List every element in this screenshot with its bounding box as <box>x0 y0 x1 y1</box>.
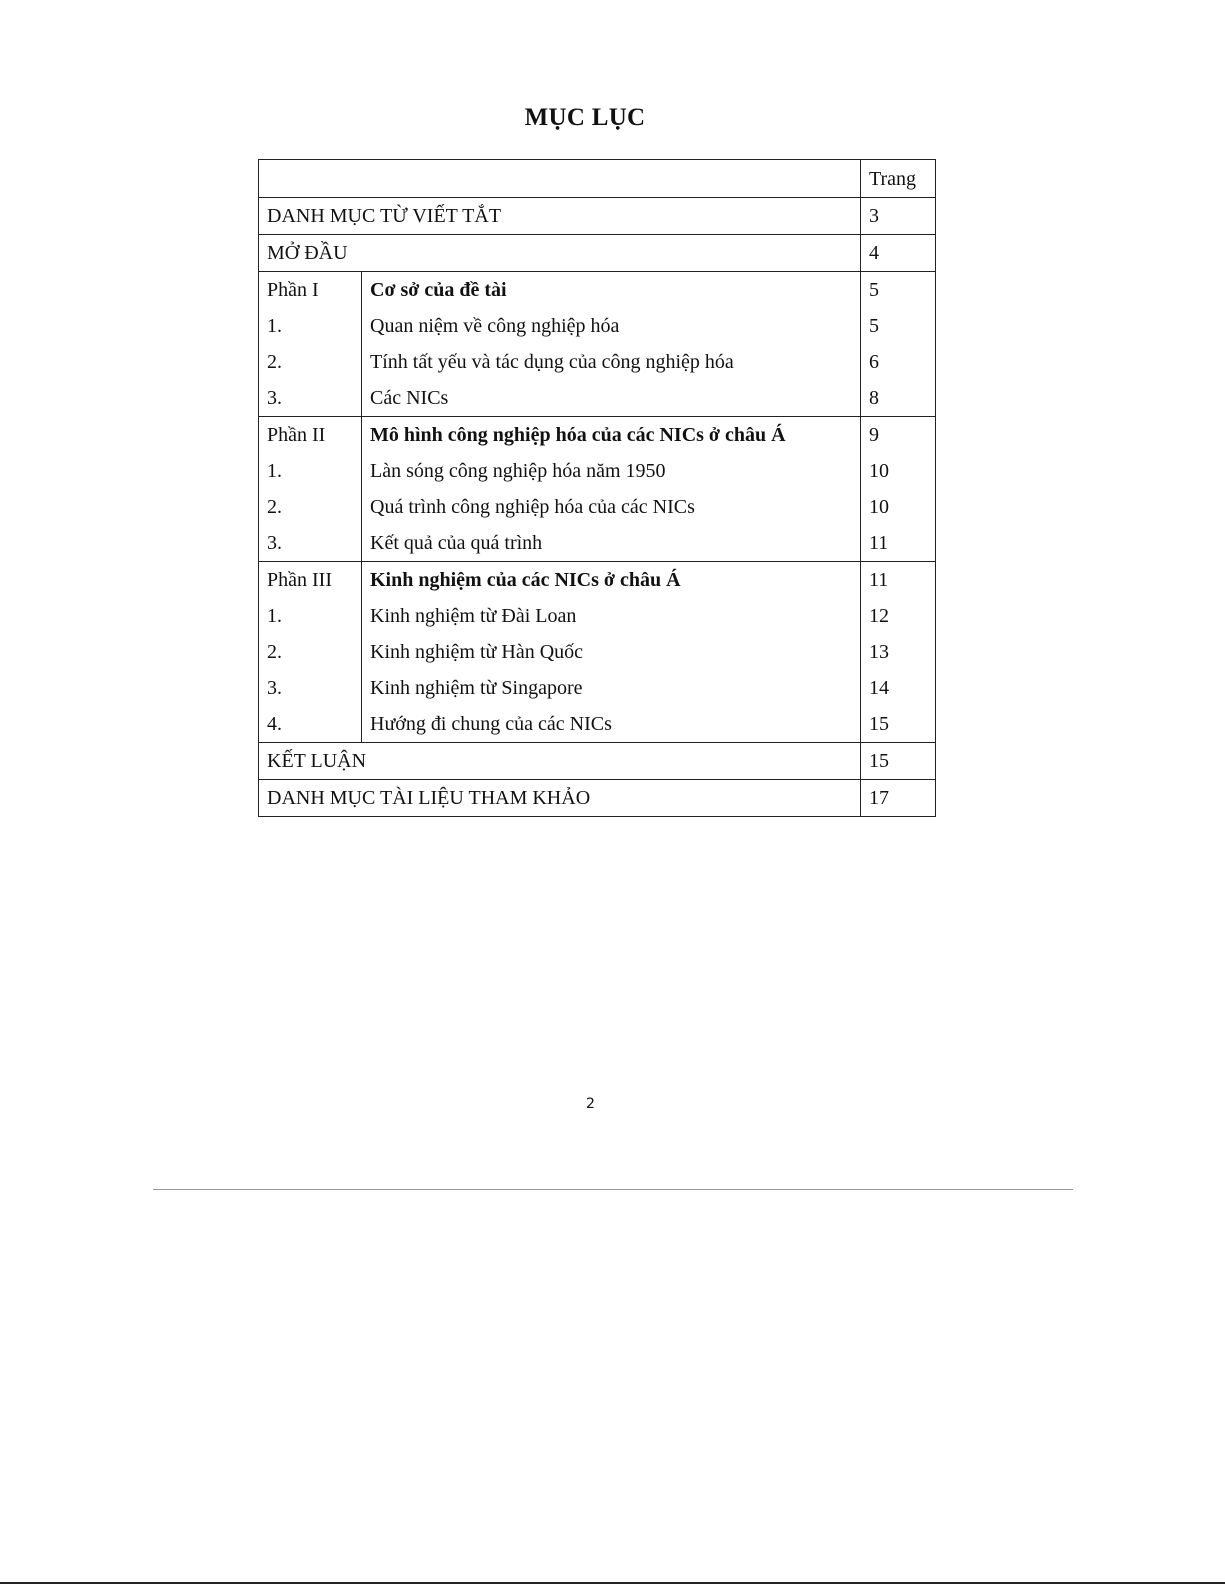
page-column-header: Trang <box>861 160 936 198</box>
toc-row-item[interactable] <box>259 453 936 489</box>
toc-row-item[interactable] <box>259 670 936 706</box>
toc-row-item[interactable] <box>259 380 936 417</box>
item-page: 13 <box>861 634 936 670</box>
toc-row-part-1[interactable] <box>259 272 936 309</box>
item-number: 2. <box>267 496 282 518</box>
toc-row-item[interactable] <box>259 706 936 743</box>
item-number: 2. <box>267 351 282 373</box>
toc-row-references[interactable] <box>259 780 936 817</box>
item-text: Tính tất yếu và tác dụng của công nghiệp hóa <box>362 344 861 380</box>
toc-row-part-3[interactable] <box>259 562 936 599</box>
item-number: 3. <box>267 387 282 409</box>
item-number: 2. <box>267 641 282 663</box>
toc-row-item[interactable] <box>259 344 936 380</box>
part-page: 9 <box>861 417 936 454</box>
item-page: 12 <box>861 598 936 634</box>
item-page: 10 <box>861 489 936 525</box>
part-title: Mô hình công nghiệp hóa của các NICs ở châu Á <box>362 417 861 454</box>
toc-entry-label: DANH MỤC TÀI LIỆU THAM KHẢO <box>267 787 591 809</box>
toc-row-item[interactable] <box>259 489 936 525</box>
toc-entry-page: 3 <box>861 198 936 235</box>
toc-row-conclusion[interactable] <box>259 743 936 780</box>
part-title: Cơ sở của đề tài <box>362 272 861 309</box>
item-text: Các NICs <box>362 380 861 417</box>
item-page: 10 <box>861 453 936 489</box>
toc-row-item[interactable] <box>259 308 936 344</box>
toc-entry-label: DANH MỤC TỪ VIẾT TẮT <box>267 205 502 227</box>
toc-row-part-2[interactable] <box>259 417 936 454</box>
part-label: Phần III <box>267 569 332 591</box>
item-page: 6 <box>861 344 936 380</box>
toc-header-blank-cell <box>259 160 861 198</box>
item-text: Kinh nghiệm từ Hàn Quốc <box>362 634 861 670</box>
part-title: Kinh nghiệm của các NICs ở châu Á <box>362 562 861 599</box>
item-page: 5 <box>861 308 936 344</box>
part-page: 5 <box>861 272 936 309</box>
item-text: Kết quả của quá trình <box>362 525 861 562</box>
toc-entry-page: 15 <box>861 743 936 780</box>
item-number: 4. <box>267 713 282 735</box>
item-page: 14 <box>861 670 936 706</box>
toc-entry-page: 17 <box>861 780 936 817</box>
bottom-edge-rule <box>0 1582 1225 1584</box>
item-page: 8 <box>861 380 936 417</box>
item-text: Hướng đi chung của các NICs <box>362 706 861 743</box>
toc-header-row <box>259 160 936 198</box>
item-text: Quá trình công nghiệp hóa của các NICs <box>362 489 861 525</box>
item-number: 1. <box>267 460 282 482</box>
toc-row-item[interactable] <box>259 525 936 562</box>
item-text: Kinh nghiệm từ Singapore <box>362 670 861 706</box>
page-break-divider <box>153 1189 1073 1190</box>
table-of-contents <box>258 159 936 817</box>
part-label: Phần II <box>267 424 326 446</box>
toc-row-abbreviations[interactable] <box>259 198 936 235</box>
item-number: 1. <box>267 315 282 337</box>
toc-entry-label: MỞ ĐẦU <box>267 242 348 264</box>
item-page: 15 <box>861 706 936 743</box>
toc-entry-page: 4 <box>861 235 936 272</box>
toc-row-intro[interactable] <box>259 235 936 272</box>
item-number: 1. <box>267 605 282 627</box>
item-text: Quan niệm về công nghiệp hóa <box>362 308 861 344</box>
item-text: Kinh nghiệm từ Đài Loan <box>362 598 861 634</box>
page-title: MỤC LỤC <box>524 104 646 131</box>
item-page: 11 <box>861 525 936 562</box>
item-number: 3. <box>267 532 282 554</box>
page-number: 2 <box>586 1096 595 1112</box>
part-label: Phần I <box>267 279 319 301</box>
part-page: 11 <box>861 562 936 599</box>
toc-entry-label: KẾT LUẬN <box>267 750 367 772</box>
toc-row-item[interactable] <box>259 634 936 670</box>
item-text: Làn sóng công nghiệp hóa năm 1950 <box>362 453 861 489</box>
item-number: 3. <box>267 677 282 699</box>
toc-row-item[interactable] <box>259 598 936 634</box>
